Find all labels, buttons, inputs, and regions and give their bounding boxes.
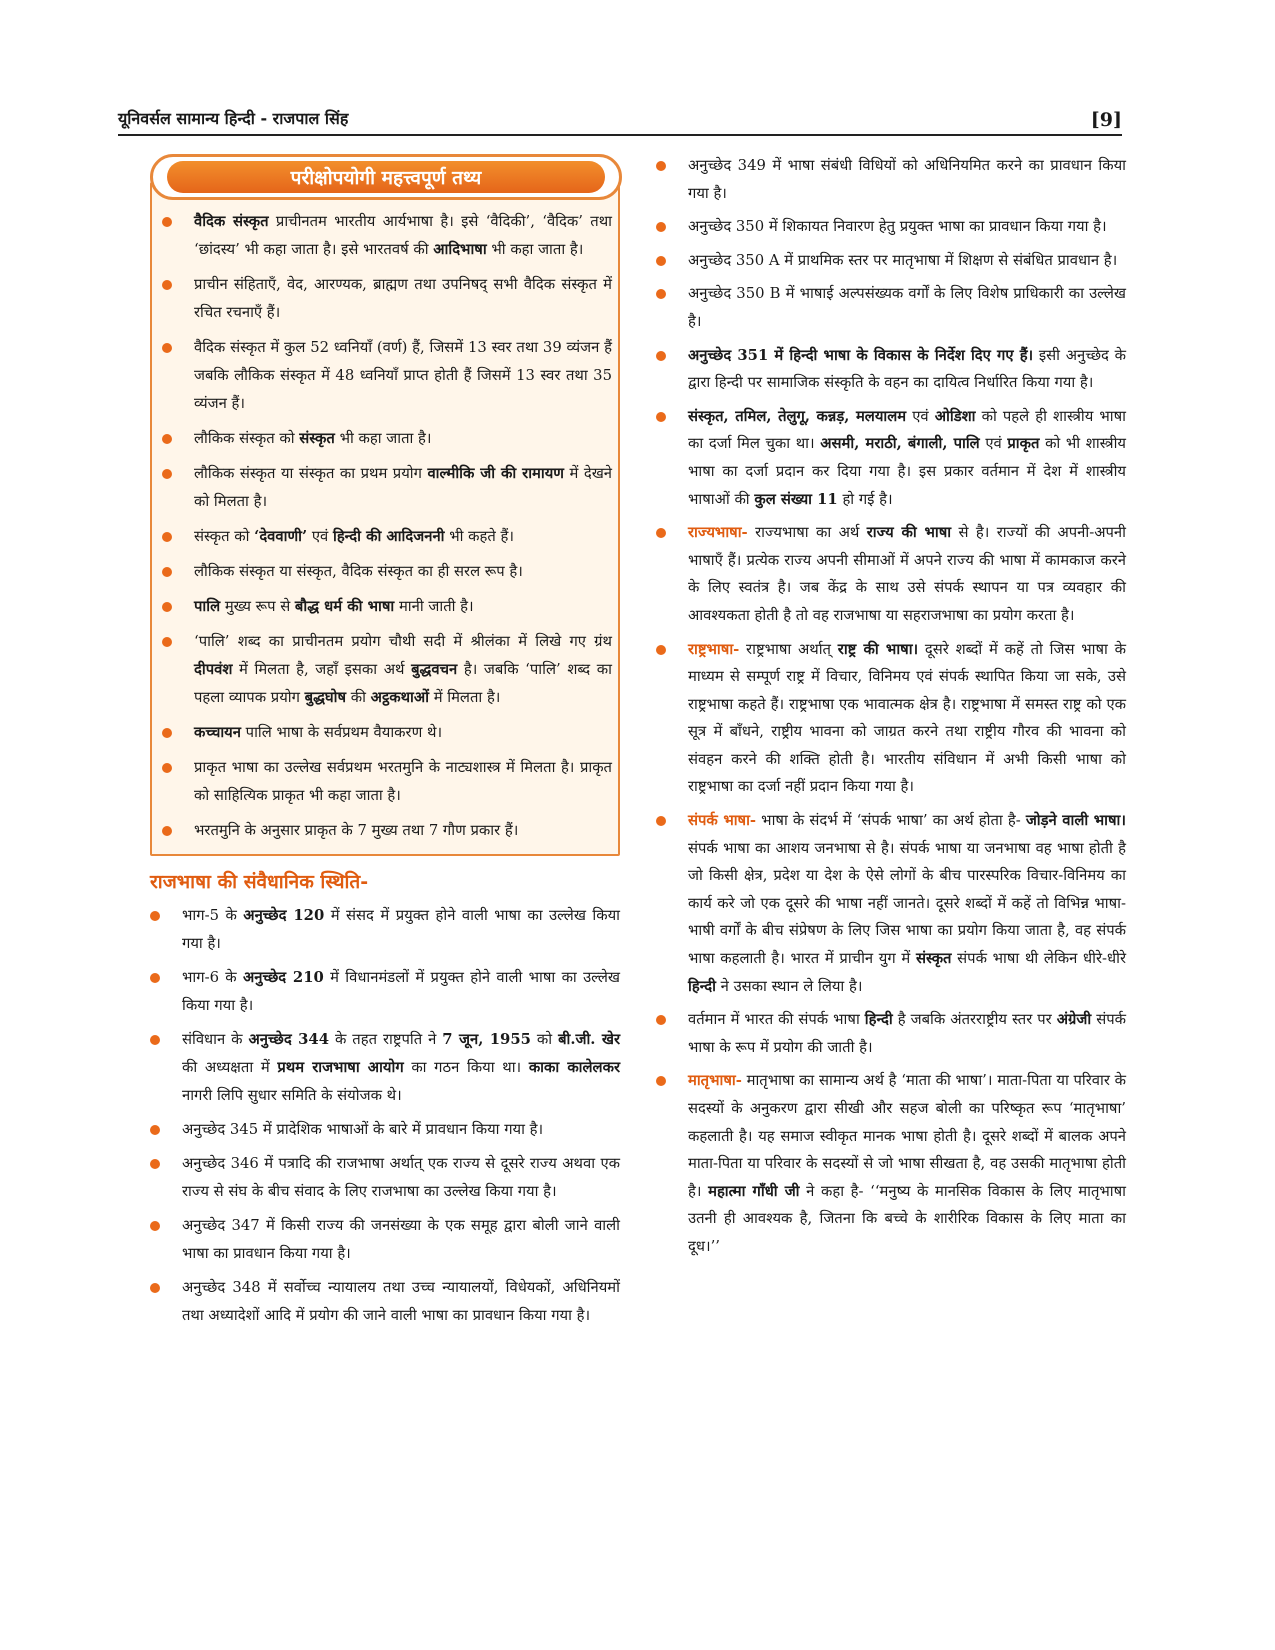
section-heading: राजभाषा की संवैधानिक स्थिति- [150,871,369,893]
list-item [656,807,1126,1000]
list-item [150,1116,620,1144]
item-text: कच्चायन पालि भाषा के सर्वप्रथम वैयाकरण थे। [194,724,443,741]
page-number: [9] [1090,109,1122,131]
list-item [150,1150,620,1206]
item-text: भाग-5 के अनुच्छेद 120 में संसद में प्रयुक्त होने वाली भाषा का उल्लेख किया गया है। [182,907,620,952]
bullet-icon [162,434,172,444]
bullet-icon [162,637,172,647]
item-text: अनुच्छेद 350 A में प्राथमिक स्तर पर मातृभाषा में शिक्षण से संबंधित प्रावधान है। [688,251,1118,269]
item-text: अनुच्छेद 349 में भाषा संबंधी विधियों को अधिनियमित करने का प्रावधान किया गया है। [688,157,1126,202]
item-text: अनुच्छेद 345 में प्रादेशिक भाषाओं के बारे में प्रावधान किया गया है। [182,1121,544,1138]
bullet-icon [162,532,172,542]
bullet-icon [656,528,666,538]
bullet-icon [656,351,666,361]
list-item [152,754,612,810]
box-title: परीक्षोपयोगी महत्त्वपूर्ण तथ्य [167,161,605,193]
list-item [152,208,612,264]
list-item [152,523,612,551]
list-item [656,280,1126,335]
item-text: ‘पालि’ शब्द का प्राचीनतम प्रयोग चौथी सदी में श्रीलंका में लिखे गए ग्रंथ दीपवंश में मिलता है, जहाँ इसका अर्थ बुद्धवचन है। जबकि ‘पालि’ शब्द का पहला व्यापक प्रयोग बुद्धघोष की अट्ठकथाओं में मिलता है। [194,633,612,706]
list-item [152,593,612,621]
item-text: वर्तमान में भारत की संपर्क भाषा हिन्दी है जबकि अंतरराष्ट्रीय स्तर पर अंग्रेजी संपर्क भाषा के रूप में प्रयोग की जाती है। [688,1011,1127,1056]
item-text: भरतमुनि के अनुसार प्राकृत के 7 मुख्य तथा 7 गौण प्रकार हैं। [194,822,519,839]
list-item [152,271,612,327]
bullet-icon [150,1125,160,1135]
bullet-icon [656,412,666,422]
item-text: लौकिक संस्कृत को संस्कृत भी कहा जाता है। [194,430,432,447]
bullet-icon [162,469,172,479]
list-item [656,152,1126,207]
list-item [656,519,1126,629]
bullet-icon [162,343,172,353]
item-text: लौकिक संस्कृत या संस्कृत, वैदिक संस्कृत का ही सरल रूप है। [194,563,523,580]
list-item [152,334,612,418]
bullet-icon [150,911,160,921]
bullet-icon [162,280,172,290]
facts-list [152,184,612,845]
list-item [656,1006,1126,1061]
list-item [152,425,612,453]
list-item [656,342,1126,397]
list-item [150,902,620,958]
bullet-icon [150,1159,160,1169]
list-item [152,719,612,747]
list-item [656,247,1126,275]
list-item [150,1212,620,1268]
page-header [118,108,1122,136]
item-text: अनुच्छेद 350 में शिकायत निवारण हेतु प्रयुक्त भाषा का प्रावधान किया गया है। [688,218,1107,236]
item-text: संपर्क भाषा- भाषा के संदर्भ में ‘संपर्क भाषा’ का अर्थ होता है- जोड़ने वाली भाषा। संपर्क भाषा का आशय जनभाषा से है। संपर्क भाषा या जनभाषा वह भाषा होती है जो किसी क्षेत्र, प्रदेश या देश के ऐसे लोगों के बीच पारस्परिक विचार-विनिमय का कार्य करे जो एक दूसरे की भाषा नहीं जानते। दूसरे शब्दों में कहें तो विभिन्न भाषा-भाषी वर्गों के बीच संप्रेषण के लिए जिस भाषा का प्रयोग किया जाता है, वह संपर्क भाषा कहलाती है। भारत में प्राचीन युग में संस्कृत संपर्क भाषा थी लेकिन धीरे-धीरे हिन्दी ने उसका स्थान ले लिया है। [688,812,1127,995]
bullet-icon [150,1221,160,1231]
item-text: संस्कृत, तमिल, तेलुगू, कन्नड़, मलयालम एवं ओडिशा को पहले ही शास्त्रीय भाषा का दर्जा मिल चुका था। असमी, मराठी, बंगाली, पालि एवं प्राकृत को भी शास्त्रीय भाषा का दर्जा प्रदान कर दिया गया है। इस प्रकार वर्तमान में देश में शास्त्रीय भाषाओं की कुल संख्या 11 हो गई है। [688,407,1127,508]
list-item [656,636,1126,802]
right-column-list [656,152,1126,1261]
list-item [152,817,612,845]
list-item [152,628,612,712]
list-item [150,1026,620,1110]
list-item [656,213,1126,241]
list-item [656,403,1126,513]
bullet-icon [656,161,666,171]
item-text: संविधान के अनुच्छेद 344 के तहत राष्ट्रपति ने 7 जून, 1955 को बी.जी. खेर की अध्यक्षता में प्रथम राजभाषा आयोग का गठन किया था। काका कालेलकर नागरी लिपि सुधार समिति के संयोजक थे। [182,1031,621,1104]
list-item [152,558,612,586]
left-column [150,152,620,1336]
item-text: राष्ट्रभाषा- राष्ट्रभाषा अर्थात् राष्ट्र की भाषा। दूसरे शब्दों में कहें तो जिस भाषा के माध्यम से सम्पूर्ण राष्ट्र में विचार, विनिमय एवं संपर्क स्थापित किया जा सके, उसे राष्ट्रभाषा कहते हैं। राष्ट्रभाषा एक भावात्मक क्षेत्र है। राष्ट्रभाषा में समस्त राष्ट्र को एक सूत्र में बाँधने, राष्ट्रीय भावना को जाग्रत करने तथा राष्ट्रीय गौरव की भावना को संवहन करने की शक्ति होती है। भारतीय संविधान में अभी किसी भाषा को राष्ट्रभाषा का दर्जा नहीं प्रदान किया गया है। [688,640,1126,796]
bullet-icon [162,763,172,773]
right-column [656,152,1126,1267]
item-text: अनुच्छेद 347 में किसी राज्य की जनसंख्या के एक समूह द्वारा बोली जाने वाली भाषा का प्रावधान किया गया है। [182,1217,620,1262]
constitutional-status-list [150,902,620,1330]
item-text: अनुच्छेद 348 में सर्वोच्च न्यायालय तथा उच्च न्यायालयों, विधेयकों, अधिनियमों तथा अध्यादेशों आदि में प्रयोग की जाने वाली भाषा का प्रावधान किया गया है। [182,1279,620,1324]
item-text: संस्कृत को ‘देववाणी’ एवं हिन्दी की आदिजननी भी कहते हैं। [194,528,514,545]
item-text: भाग-6 के अनुच्छेद 210 में विधानमंडलों में प्रयुक्त होने वाली भाषा का उल्लेख किया गया है। [182,969,620,1014]
bullet-icon [656,1076,666,1086]
item-text: वैदिक संस्कृत प्राचीनतम भारतीय आर्यभाषा है। इसे ‘वैदिकी’, ‘वैदिक’ तथा ‘छांदस्य’ भी कहा जाता है। इसे भारतवर्ष की आदिभाषा भी कहा जाता है। [194,213,612,258]
item-text: राज्यभाषा- राज्यभाषा का अर्थ राज्य की भाषा से है। राज्यों की अपनी-अपनी भाषाएँ हैं। प्रत्येक राज्य अपनी सीमाओं में अपने राज्य की भाषा में कामकाज करने के लिए स्वतंत्र है। जब केंद्र के साथ उसे संपर्क स्थापन या पत्र व्यवहार की आवश्यकता होती है तो वह राजभाषा या सहराजभाषा का प्रयोग करता है। [688,524,1126,624]
bullet-icon [150,973,160,983]
important-facts-box [150,167,620,856]
bullet-icon [656,816,666,826]
bullet-icon [656,1015,666,1025]
bullet-icon [162,826,172,836]
item-text: प्राकृत भाषा का उल्लेख सर्वप्रथम भरतमुनि के नाट्यशास्त्र में मिलता है। प्राकृत को साहित्यिक प्राकृत भी कहा जाता है। [194,759,612,804]
item-text: पालि मुख्य रूप से बौद्ध धर्म की भाषा मानी जाती है। [194,598,474,615]
book-title: यूनिवर्सल सामान्य हिन्दी - राजपाल सिंह [118,109,349,128]
item-text: वैदिक संस्कृत में कुल 52 ध्वनियाँ (वर्ण) हैं, जिसमें 13 स्वर तथा 39 व्यंजन हैं जबकि लौकिक संस्कृत में 48 ध्वनियाँ प्राप्त होती हैं जिसमें 13 स्वर तथा 35 व्यंजन हैं। [194,339,612,412]
item-text: अनुच्छेद 346 में पत्रादि की राजभाषा अर्थात् एक राज्य से दूसरे राज्य अथवा एक राज्य से संघ के बीच संवाद के लिए राजभाषा का उल्लेख किया गया है। [182,1155,620,1200]
bullet-icon [150,1035,160,1045]
bullet-icon [656,256,666,266]
bullet-icon [162,602,172,612]
list-item [152,460,612,516]
item-text: अनुच्छेद 350 B में भाषाई अल्पसंख्यक वर्गों के लिए विशेष प्राधिकारी का उल्लेख है। [688,285,1126,330]
bullet-icon [162,567,172,577]
list-item [150,1274,620,1330]
bullet-icon [150,1283,160,1293]
box-title-banner [150,154,622,200]
bullet-icon [656,222,666,232]
item-text: मातृभाषा- मातृभाषा का सामान्य अर्थ है ‘माता की भाषा’। माता-पिता या परिवार के सदस्यों के अनुकरण द्वारा सीखी और सहज बोली का परिष्कृत रूप ‘मातृभाषा’ कहलाती है। यह समाज स्वीकृत मानक भाषा होती है। दूसरे शब्दों में बालक अपने माता-पिता या परिवार के सदस्यों से जो भाषा सीखता है, वह उसकी मातृभाषा होती है। महात्मा गाँधी जी ने कहा है- ‘‘मनुष्य के मानसिक विकास के लिए मातृभाषा उतनी ही आवश्यक है, जितना कि बच्चे के शारीरिक विकास के लिए माता का दूध।’’ [688,1072,1126,1255]
list-item [656,1067,1126,1260]
list-item [150,964,620,1020]
bullet-icon [656,289,666,299]
bullet-icon [162,728,172,738]
item-text: अनुच्छेद 351 में हिन्दी भाषा के विकास के निर्देश दिए गए हैं। इसी अनुच्छेद के द्वारा हिन्दी पर सामाजिक संस्कृति के वहन का दायित्व निर्धारित किया गया है। [688,346,1126,392]
item-text: प्राचीन संहिताएँ, वेद, आरण्यक, ब्राह्मण तथा उपनिषद् सभी वैदिक संस्कृत में रचित रचनाएँ हैं। [194,276,612,321]
bullet-icon [162,217,172,227]
bullet-icon [656,645,666,655]
item-text: लौकिक संस्कृत या संस्कृत का प्रथम प्रयोग वाल्मीकि जी की रामायण में देखने को मिलता है। [194,465,613,510]
